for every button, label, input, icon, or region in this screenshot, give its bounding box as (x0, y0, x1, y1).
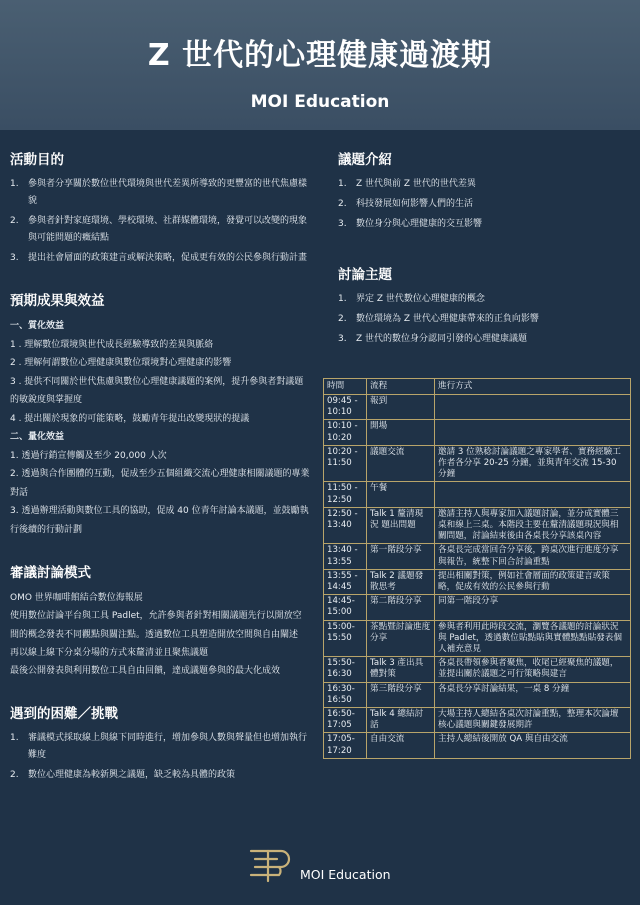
mode-section (10, 561, 310, 680)
list-item-text: 數位環境為 Z 世代心理健康帶來的正負向影響 (356, 314, 539, 324)
list-item (338, 311, 632, 328)
list-item (338, 196, 632, 213)
schedule-header-row (324, 379, 631, 395)
paragraph-line: 3. 透過辦理活動與數位工具的協助，促成 40 位青年討論本議題，並鼓勵執行後續的行動計劃 (10, 506, 309, 535)
schedule-flow-cell: 自由交流 (367, 733, 435, 758)
objectives-section (10, 148, 310, 267)
paragraph-line: 1 . 理解數位環境與世代成長經驗導致的差異與脈絡 (10, 339, 214, 350)
schedule-time-cell: 17:05- 17:20 (324, 733, 367, 758)
schedule-time-cell: 14:45- 15:00 (324, 595, 367, 620)
schedule-method-cell: 各桌長完成當回合分享後，跨桌次進行進度分享與報告，統整下回合討論重點 (435, 544, 631, 569)
schedule-method-cell (435, 395, 631, 420)
footer-brand: MOI Education (300, 867, 391, 882)
paragraph-line: 2 . 理解何謂數位心理健康與數位環境對心理健康的影響 (10, 358, 232, 368)
list-item (10, 730, 310, 764)
schedule-method-cell: 邀請主持人與專家加入議題討論，並分成實體三桌和線上三桌。本階段主要在釐清議題現況與相關問題，討論結束後由各桌長分享該桌內容 (435, 507, 631, 544)
header-banner (0, 0, 640, 130)
list-item-number: 1. (10, 179, 19, 189)
list-item (338, 216, 632, 233)
schedule-row (324, 620, 631, 657)
schedule-method-cell: 提出相關對策，例如社會層面的政策建言或策略，促成有效的公民參與行動 (435, 569, 631, 594)
list-item (10, 250, 310, 267)
schedule-method-cell: 參與者利用此時段交流，瀏覽各議題的討論狀況與 Padlet，透過數位貼點貼與實體點點貼發表個人補充意見 (435, 620, 631, 657)
list-item-number: 2. (10, 216, 19, 226)
paragraph-line: OMO 世界咖啡館結合數位海報展 (10, 593, 143, 603)
left-column (10, 148, 310, 806)
subsection-heading: 二、量化效益 (10, 432, 65, 442)
schedule-row (324, 595, 631, 620)
schedule-method-cell (435, 482, 631, 507)
schedule-row (324, 395, 631, 420)
schedule-method-cell: 同第一階段分享 (435, 595, 631, 620)
schedule-flow-cell: Talk 4 總結討話 (367, 708, 435, 733)
moi-logo-icon (245, 845, 291, 885)
list-item-text: 提出社會層面的政策建言或解決策略，促成更有效的公民參與行動計畫 (28, 253, 308, 263)
schedule-flow-cell: 第三階段分享 (367, 682, 435, 707)
schedule-method-cell: 大場主持人總結各桌次討論重點，整理本次論壇核心議題與關鍵發展期許 (435, 708, 631, 733)
list-item-text: 數位心理健康為較新興之議題，缺乏較為具體的政策 (28, 770, 236, 781)
schedule-row (324, 657, 631, 682)
schedule-time-cell: 16:30- 16:50 (324, 682, 367, 707)
list-item-text: 數位身分與心理健康的交互影響 (356, 219, 483, 229)
paragraph-line: 最後公開發表與利用數位工具自由回饋，達成議題參與的最大化成效 (10, 666, 281, 677)
objectives-list (10, 176, 310, 267)
outcomes-section (10, 289, 310, 539)
list-item-text: 科技發展如何影響人們的生活 (356, 199, 474, 209)
topics-heading: 議題介紹 (338, 152, 392, 168)
schedule-time-cell: 15:00- 15:50 (324, 620, 367, 657)
list-item-text: 參與者分享關於數位世代環境與世代差異所導致的更豐富的世代焦慮樣貌 (28, 179, 308, 206)
list-item (10, 767, 310, 784)
schedule-method-cell (435, 420, 631, 445)
themes-list (338, 291, 632, 348)
schedule-row (324, 507, 631, 544)
schedule-row (324, 708, 631, 733)
list-item-text: Z 世代的數位身分認同引發的心理健康議題 (356, 334, 528, 344)
objectives-heading: 活動目的 (10, 152, 64, 168)
list-item-number: 1. (10, 733, 19, 744)
right-column (338, 148, 632, 370)
themes-heading: 討論主題 (338, 267, 392, 283)
challenges-heading: 遇到的困難／挑戰 (10, 706, 118, 723)
schedule-time-cell: 10:10 - 10:20 (324, 420, 367, 445)
schedule-flow-cell: 第一階段分享 (367, 544, 435, 569)
schedule-flow-cell: 午餐 (367, 482, 435, 507)
schedule-row (324, 544, 631, 569)
schedule-time-cell: 13:55 - 14:45 (324, 569, 367, 594)
schedule-flow-cell: 議題交流 (367, 445, 435, 482)
schedule-body (324, 395, 631, 759)
schedule-flow-cell: 茶點暨討論進度分享 (367, 620, 435, 657)
paragraph-line: 4 . 提出關於現象的可能策略，鼓勵青年提出改變現狀的提議 (10, 413, 250, 424)
subsection-heading: 一、質化效益 (10, 321, 65, 331)
paragraph-line: 使用數位討論平台與工具 Padlet，允許參與者針對相關議題先行以開放空間的概念發表不同觀點與關注點。透過數位工具塑造開放空間與自由闡述 (10, 611, 302, 640)
list-item-text: 界定 Z 世代數位心理健康的概念 (356, 294, 485, 304)
schedule-flow-cell: Talk 2 議題發散思考 (367, 569, 435, 594)
mode-lines (10, 589, 310, 680)
list-item-text: 審議模式採取線上與線下同時進行，增加參與人數與聲量但也增加執行難度 (28, 733, 308, 761)
schedule-row (324, 682, 631, 707)
themes-section (338, 263, 632, 348)
mode-heading: 審議討論模式 (10, 565, 91, 581)
list-item-number: 3. (338, 219, 347, 229)
list-item-number: 1. (338, 179, 347, 189)
schedule-method-cell: 邀請 3 位熟稔討論議題之專家學者、實務經驗工作者各分享 20-25 分鐘，並與青年交流 15-30 分鐘 (435, 445, 631, 482)
schedule-time-cell: 10:20 - 11:50 (324, 445, 367, 482)
schedule-method-cell: 主持人總結後開放 QA 與自由交流 (435, 733, 631, 758)
list-item (338, 176, 632, 193)
paragraph-line: 2. 透過與合作團體的互動，促成至少五個組織交流心理健康相關議題的專業對話 (10, 469, 310, 498)
page-title: Z 世代的心理健康過渡期 (147, 38, 493, 73)
list-item-number: 3. (338, 334, 347, 344)
schedule-header-method: 進行方式 (435, 379, 631, 395)
outcomes-heading: 預期成果與效益 (10, 293, 105, 309)
schedule-row (324, 569, 631, 594)
schedule-time-cell: 09:45 - 10:10 (324, 395, 367, 420)
schedule-flow-cell: 開場 (367, 420, 435, 445)
schedule-row (324, 733, 631, 758)
schedule-header-time: 時間 (324, 379, 367, 395)
list-item-number: 1. (338, 294, 347, 304)
schedule-flow-cell: Talk 3 產出具體對策 (367, 657, 435, 682)
schedule-time-cell: 11:50 - 12:50 (324, 482, 367, 507)
list-item (338, 291, 632, 308)
schedule-row (324, 420, 631, 445)
schedule-row (324, 445, 631, 482)
challenges-list (10, 730, 310, 784)
schedule-method-cell: 各桌長分享討論結果，一桌 8 分鐘 (435, 682, 631, 707)
list-item-number: 3. (10, 253, 19, 263)
list-item-text: 參與者針對家庭環境、學校環境、社群媒體環境，發覺可以改變的現象與可能問題的癥結點 (28, 216, 308, 243)
schedule-header-flow: 流程 (367, 379, 435, 395)
paragraph-line: 1. 透過行銷宣傳觸及至少 20,000 人次 (10, 450, 167, 461)
list-item-number: 2. (10, 770, 19, 781)
schedule-method-cell: 各桌長帶領參與者聚焦，收尾已經聚焦的議題，並提出關於議題之可行策略與建言 (435, 657, 631, 682)
schedule-time-cell: 13:40 - 13:55 (324, 544, 367, 569)
schedule-time-cell: 15:50- 16:30 (324, 657, 367, 682)
schedule-flow-cell: 報到 (367, 395, 435, 420)
list-item (10, 213, 310, 247)
page-subtitle: MOI Education (250, 92, 390, 112)
schedule-flow-cell: 第二階段分享 (367, 595, 435, 620)
paragraph-line: 再以線上線下分桌分場的方式來釐清並且聚焦議題 (10, 647, 209, 658)
topics-section (338, 148, 632, 233)
list-item (10, 176, 310, 210)
list-item (338, 331, 632, 348)
topics-list (338, 176, 632, 233)
schedule-time-cell: 12:50 - 13:40 (324, 507, 367, 544)
schedule-row (324, 482, 631, 507)
list-item-number: 2. (338, 199, 347, 209)
challenges-section (10, 702, 310, 784)
list-item-text: Z 世代與前 Z 世代的世代差異 (356, 179, 476, 189)
schedule-flow-cell: Talk 1 釐清現況 題出問題 (367, 507, 435, 544)
schedule-time-cell: 16:50- 17:05 (324, 708, 367, 733)
paragraph-line: 3 . 提供不同關於世代焦慮與數位心理健康議題的案例，提升參與者對議題的敏銳度與掌握度 (10, 376, 304, 405)
schedule-table (323, 378, 631, 759)
outcomes-lines (10, 317, 310, 539)
list-item-number: 2. (338, 314, 347, 324)
